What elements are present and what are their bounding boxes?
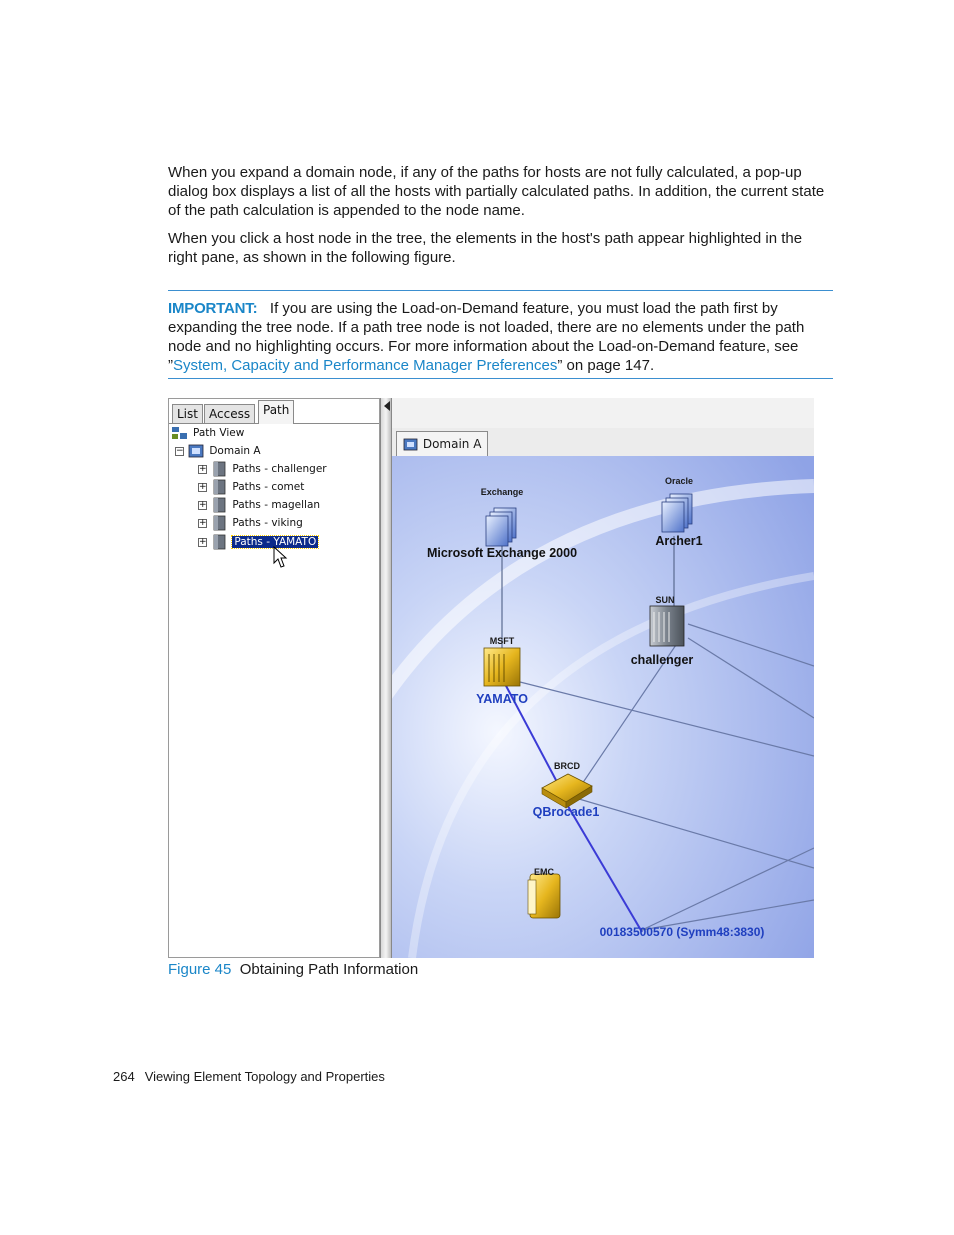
important-text-end: ” on page 147.: [557, 357, 655, 374]
tree-tab-bar: [169, 399, 379, 424]
tree-pane: [168, 398, 380, 958]
host-icon: [210, 534, 228, 550]
expand-icon[interactable]: +: [199, 481, 207, 492]
oracle-name: Archer1: [655, 534, 703, 548]
mouse-pointer-icon: [273, 546, 289, 570]
body-paragraph-2: When you click a host node in the tree, the elements in the host's path appear highlighted in the right pane, as shown in the following figure.: [168, 230, 803, 266]
figure-caption: [168, 960, 418, 979]
tree-item-paths-magellan[interactable]: [198, 497, 320, 513]
expand-icon[interactable]: +: [199, 517, 207, 528]
important-rule-bottom: [168, 378, 833, 379]
domain-icon: [187, 443, 205, 459]
exchange-name: Microsoft Exchange 2000: [426, 546, 578, 560]
body-paragraph-1: When you expand a domain node, if any of the paths for hosts are not fully calculated, a pop-up dialog box displays a list of all the hosts with partially calculated paths. In addition, the current state of the path calculation is appended to the node name.: [168, 164, 825, 219]
emc-tag: EMC: [534, 867, 554, 877]
important-text: If you are using the Load-on-Demand feature, you must load the path first by expanding the tree node. If a path tree node is not loaded, there are no elements under the path node and no highlighting occurs. For more information about the Load-on-Demand feature, see ”: [168, 300, 805, 374]
tab-path[interactable]: Path: [258, 400, 294, 424]
tab-domain-a-label: Domain A: [422, 437, 482, 451]
tree-item-label-selected: Paths - YAMATO: [234, 536, 317, 548]
preferences-link[interactable]: System, Capacity and Performance Manager Preferences: [173, 357, 558, 374]
host-icon: [210, 479, 228, 495]
page-footer: [113, 1068, 385, 1085]
tree-item-label: Paths - magellan: [232, 499, 321, 511]
tree-root-label: Path View: [193, 427, 245, 439]
sun-tag: SUN: [655, 595, 675, 605]
brcd-name: QBrocade1: [532, 805, 600, 819]
host-icon: [210, 515, 228, 531]
pane-splitter[interactable]: [380, 398, 392, 958]
topology-canvas[interactable]: [392, 456, 814, 958]
domain-icon: [403, 438, 419, 452]
tree-item-label: Paths - comet: [232, 481, 305, 493]
figure-screenshot: [168, 398, 814, 958]
tree-domain-a[interactable]: [175, 443, 261, 459]
exchange-tag: Exchange: [480, 487, 524, 497]
storage-array-icon: [528, 874, 560, 918]
path-view-icon: [171, 425, 189, 441]
tree-root-path-view[interactable]: [171, 425, 244, 441]
tree-item-paths-viking[interactable]: [198, 515, 303, 531]
tree-item-label: Paths - viking: [232, 517, 303, 529]
tree-item-paths-challenger[interactable]: [198, 461, 327, 477]
host-icon: [210, 461, 228, 477]
tab-domain-a[interactable]: [396, 431, 488, 456]
msft-name: YAMATO: [476, 692, 528, 706]
expand-icon[interactable]: +: [199, 536, 207, 547]
collapse-arrow-icon[interactable]: [382, 400, 392, 412]
host-icon: [210, 497, 228, 513]
tree-item-paths-yamato[interactable]: [198, 534, 318, 550]
msft-server-icon: [484, 648, 520, 686]
exchange-server-icon: [486, 508, 516, 546]
footer-section: Viewing Element Topology and Properties: [144, 1069, 385, 1084]
emc-name: 00183500570 (Symm48:3830): [599, 925, 765, 939]
topology-pane: [392, 398, 814, 958]
important-label: IMPORTANT:: [168, 300, 258, 317]
sun-server-icon: [650, 606, 684, 646]
oracle-tag: Oracle: [664, 476, 694, 486]
important-rule-top: [168, 290, 833, 291]
tree-domain-label: Domain A: [209, 445, 261, 457]
tab-list[interactable]: List: [172, 404, 203, 423]
tree-item-paths-comet[interactable]: [198, 479, 304, 495]
figure-title: Obtaining Path Information: [239, 961, 419, 978]
tree-item-label: Paths - challenger: [232, 463, 327, 475]
topology-tab-bar: [392, 428, 814, 457]
expand-icon[interactable]: +: [199, 463, 207, 474]
oracle-server-icon: [662, 494, 692, 532]
sun-name: challenger: [630, 653, 694, 667]
important-note: [168, 299, 834, 375]
brcd-tag: BRCD: [554, 761, 580, 771]
msft-tag: MSFT: [489, 636, 515, 646]
expand-icon[interactable]: +: [199, 499, 207, 510]
collapse-icon[interactable]: −: [176, 445, 184, 456]
figure-number: Figure 45: [168, 961, 232, 978]
tab-access[interactable]: Access: [204, 404, 255, 423]
page-number: 264: [113, 1069, 135, 1084]
